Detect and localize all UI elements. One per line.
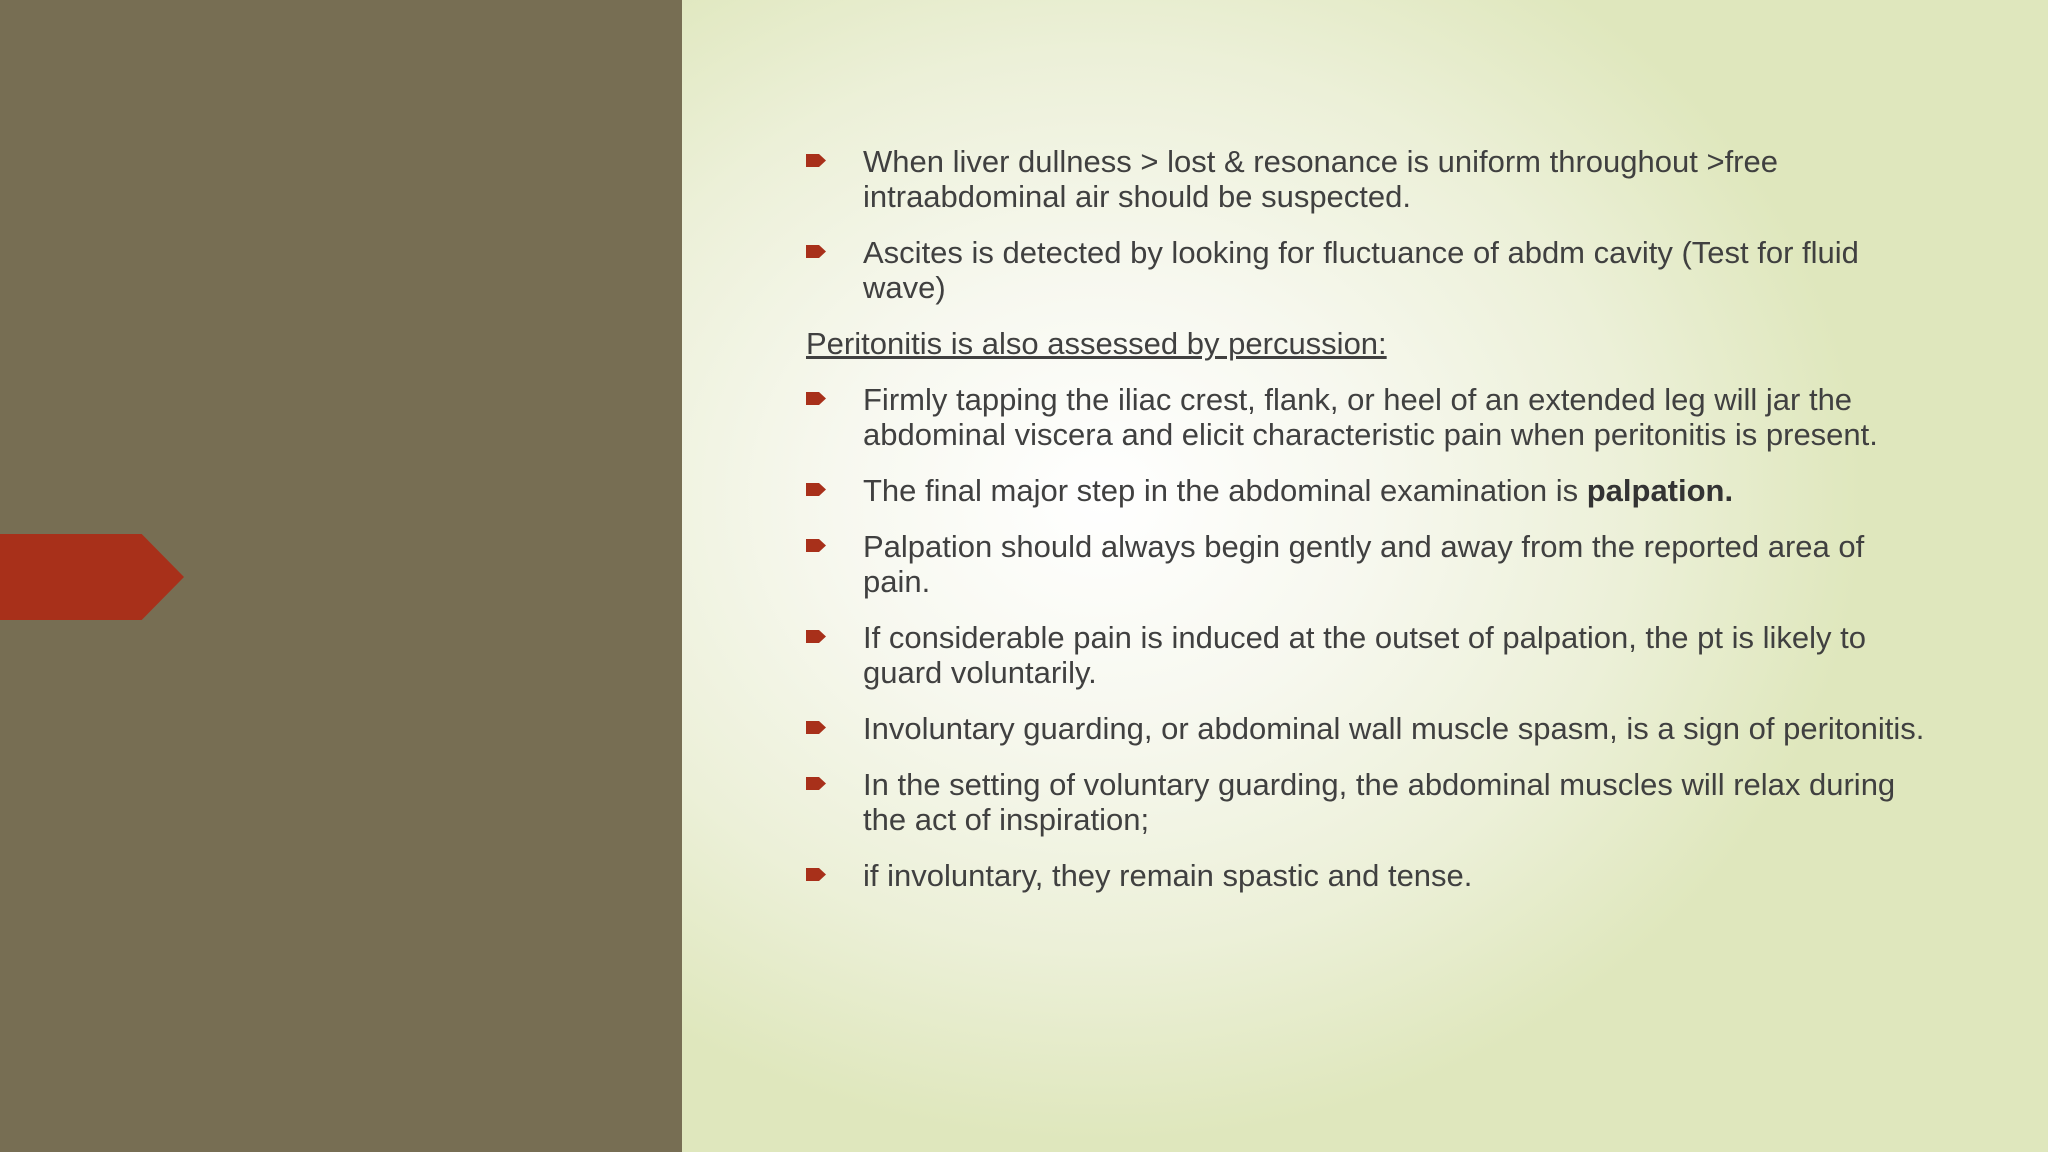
bullet-text [863, 473, 1733, 508]
arrow-bullet-icon [806, 630, 826, 643]
arrow-bullet-icon [806, 245, 826, 258]
slide-text-area [806, 144, 1926, 914]
bullet-item [806, 529, 1926, 599]
arrow-bullet-icon [806, 392, 826, 405]
bullet-text-part: The final major step in the abdominal examination is [863, 473, 1587, 508]
bullet-text: if involuntary, they remain spastic and tense. [863, 858, 1473, 893]
bold-term: palpation. [1586, 473, 1734, 508]
bullet-text: In the setting of voluntary guarding, the abdominal muscles will relax during the act of inspiration; [863, 767, 1896, 837]
subheading: Peritonitis is also assessed by percussion: [806, 326, 1387, 361]
bullet-item [806, 144, 1926, 214]
bullet-item [806, 235, 1926, 305]
bullet-text: When liver dullness > lost & resonance is uniform throughout >free intraabdominal air should be suspected. [863, 144, 1778, 214]
arrow-bullet-icon [806, 539, 826, 552]
arrow-bullet-icon [806, 777, 826, 790]
arrow-bullet-icon [806, 868, 826, 881]
bullet-item [806, 382, 1926, 452]
arrow-bullet-icon [806, 154, 826, 167]
bullet-text: Ascites is detected by looking for fluctuance of abdm cavity (Test for fluid wave) [863, 235, 1859, 305]
bullet-item [806, 473, 1926, 508]
bullet-item [806, 858, 1926, 893]
bullet-item [806, 711, 1926, 746]
bullet-item [806, 767, 1926, 837]
bullet-text: Involuntary guarding, or abdominal wall muscle spasm, is a sign of peritonitis. [863, 711, 1925, 746]
bullet-text: If considerable pain is induced at the outset of palpation, the pt is likely to guard voluntarily. [863, 620, 1866, 690]
bullet-text: Palpation should always begin gently and away from the reported area of pain. [863, 529, 1865, 599]
arrow-bullet-icon [806, 721, 826, 734]
bullet-text: Firmly tapping the iliac crest, flank, or heel of an extended leg will jar the abdominal viscera and elicit characteristic pain when peritonitis is present. [863, 382, 1878, 452]
bullet-item [806, 620, 1926, 690]
arrow-bullet-icon [806, 483, 826, 496]
